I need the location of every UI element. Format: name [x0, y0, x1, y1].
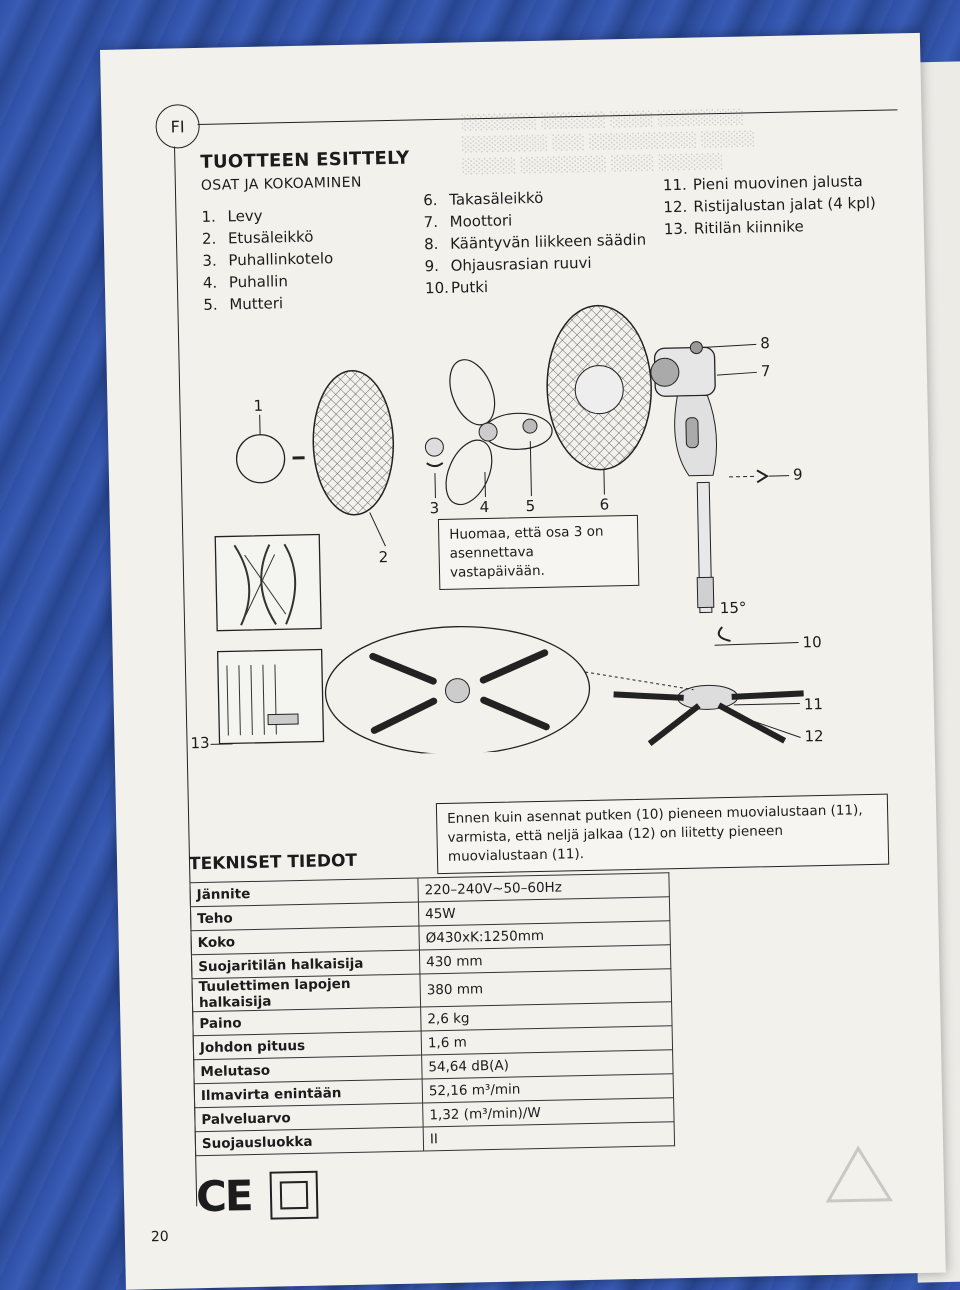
list-item: 8. Kääntyvän liikkeen säädin: [424, 229, 646, 256]
warning-triangle-icon: [823, 1144, 894, 1205]
callout-10: 10: [802, 633, 821, 651]
list-item: 6. Takasäleikkö: [423, 185, 645, 212]
table-row: Suojausluokka II: [195, 1122, 674, 1156]
list-item: 9. Ohjausrasian ruuvi: [424, 251, 646, 278]
table-row: Ilmavirta enintään 52,16 m³/min: [194, 1074, 673, 1108]
callout-1: 1: [253, 397, 263, 415]
callout-6: 6: [599, 495, 609, 513]
list-item: 7. Moottori: [423, 207, 645, 234]
ce-mark-icon: CE: [196, 1171, 253, 1221]
table-row: Tuulettimen lapojen halkaisija 380 mm: [192, 969, 672, 1012]
part-nut: [523, 419, 537, 433]
callout-5: 5: [525, 497, 535, 515]
callout-4: 4: [479, 498, 489, 516]
section-subtitle: OSAT JA KOKOAMINEN: [201, 175, 362, 194]
table-row: Melutaso 54,64 dB(A): [194, 1050, 673, 1084]
table-row: Palveluarvo 1,32 (m³/min)/W: [195, 1098, 674, 1132]
part-motor: [650, 341, 717, 476]
page-number: 20: [151, 1229, 169, 1245]
language-badge: FI: [155, 104, 200, 149]
part-housing: [425, 438, 443, 456]
list-item: 3. Puhallinkotelo: [202, 247, 333, 272]
table-row: Teho 45W: [190, 897, 669, 931]
callout-8: 8: [760, 334, 770, 352]
note-part3-direction: Huomaa, että osa 3 on asennettava vastapäivään.: [438, 515, 639, 590]
list-item: 12. Ristijalustan jalat (4 kpl): [663, 192, 876, 218]
part-cross-base: [613, 683, 804, 744]
table-row: Paino 2,6 kg: [193, 1002, 672, 1036]
callout-11: 11: [804, 695, 823, 713]
grille-clip-detail: [214, 533, 328, 745]
specs-title: TEKNISET TIEDOT: [189, 851, 357, 875]
callout-9: 9: [793, 465, 803, 483]
section-title: TUOTTEEN ESITTELY: [200, 148, 410, 173]
callout-2: 2: [378, 548, 388, 566]
certification-marks: [196, 1170, 319, 1222]
table-row: Johdon pituus 1,6 m: [193, 1026, 672, 1060]
part-fan-blades: [434, 352, 554, 512]
table-row: Koko Ø430xK:1250mm: [191, 921, 670, 955]
callout-angle: 15°: [720, 599, 747, 618]
part-front-grille: [312, 370, 395, 516]
specs-table: [189, 872, 675, 1156]
callout-12: 12: [804, 727, 823, 745]
parts-list-3: [663, 170, 877, 240]
list-item: 13. Ritilän kiinnike: [664, 214, 877, 240]
manual-page: [100, 33, 946, 1290]
table-row: Suojaritilän halkaisija 430 mm: [191, 945, 670, 979]
list-item: 5. Mutteri: [203, 291, 334, 316]
callout-7: 7: [761, 362, 771, 380]
list-item: 4. Puhallin: [203, 269, 334, 294]
list-item: 10. Putki: [425, 273, 647, 300]
bleed-through-text: ░░░░░░░ ░░░░░░ ░░░░ ░░░░░░░░ ░░░░░░░░ ░░░ ░░░░░░░░░░ ░░░░░ ░░░░░ ░░░░░░░░ ░░░░ ░░░░░░: [461, 104, 882, 179]
list-item: 11. Pieni muovinen jalusta: [663, 170, 876, 196]
callout-3: 3: [429, 499, 439, 517]
class-ii-icon: [269, 1170, 318, 1219]
part-plate: [236, 434, 285, 483]
table-row: Jännite 220–240V~50–60Hz: [190, 873, 669, 907]
list-item: 1. Levy: [201, 203, 332, 228]
callout-13: 13: [190, 734, 209, 752]
list-item: 2. Etusäleikkö: [202, 225, 333, 250]
note-base-assembly: Ennen kuin asennat putken (10) pieneen muovialustaan (11), varmista, että neljä jalkaa (12) on liitetty pieneen muovialustaan (11).: [436, 794, 889, 874]
